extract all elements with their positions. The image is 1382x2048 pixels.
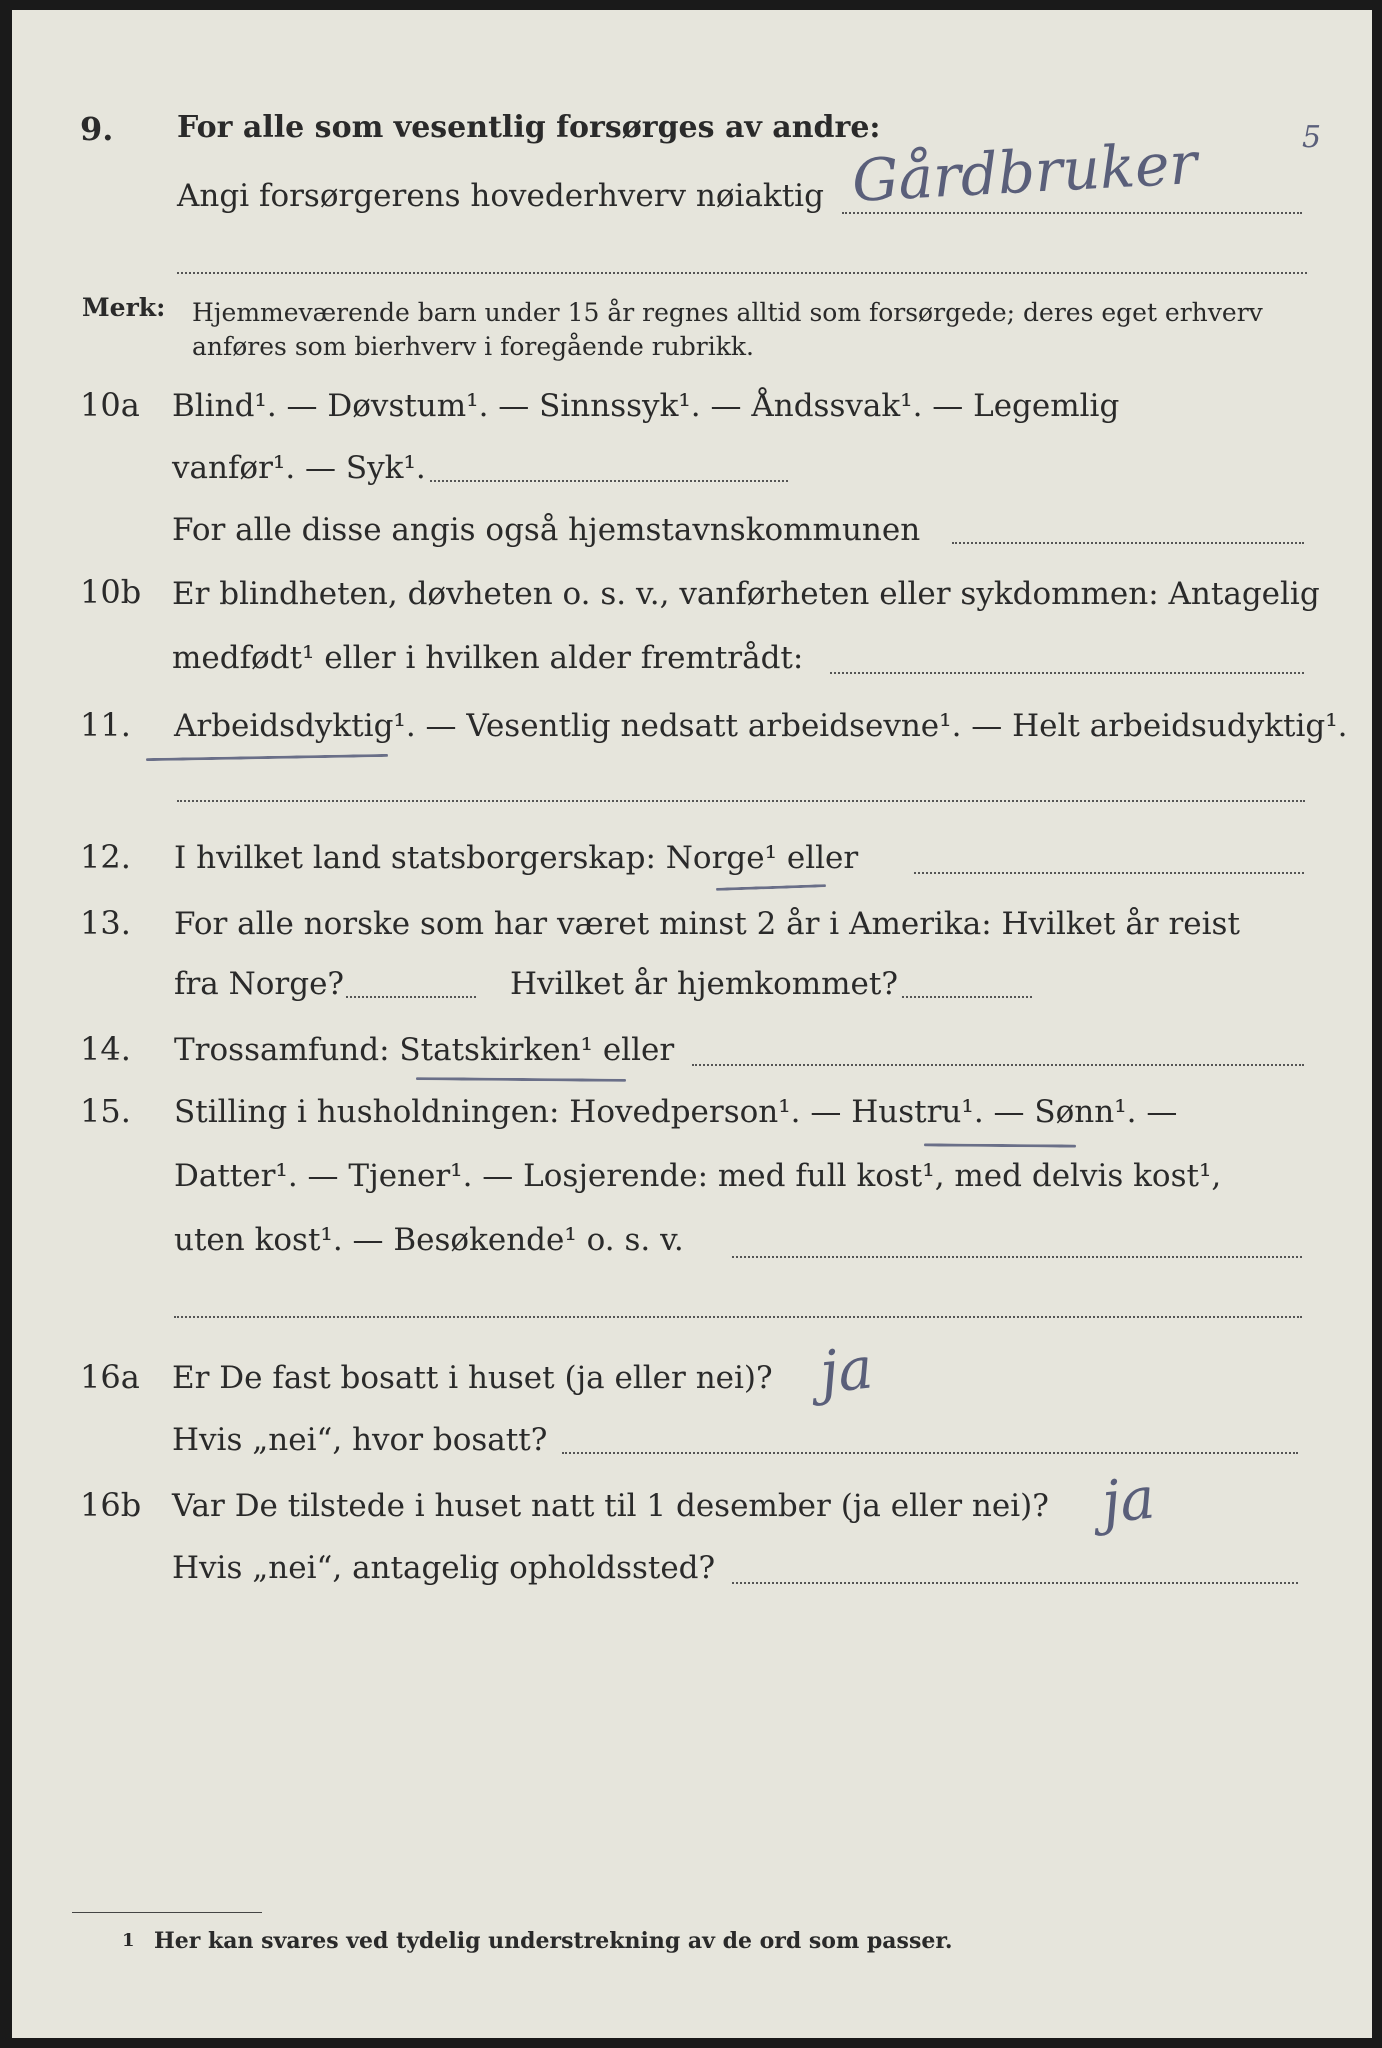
q10b-line-1: Er blindheten, døvheten o. s. v., vanførheten eller sykdommen: Antagelig [172, 576, 1320, 612]
q16a-handwritten-answer: ja [816, 1333, 876, 1407]
q10b-number: 10b [80, 573, 142, 611]
q15-line-2: Datter¹. — Tjener¹. — Losjerende: med full kost¹, med delvis kost¹, [174, 1158, 1222, 1194]
q9-answer-line [842, 212, 1302, 214]
q16b-handwritten-answer: ja [1098, 1463, 1158, 1537]
q10a-line-2: vanfør¹. — Syk¹. [172, 450, 426, 486]
footnote-text: Her kan svares ved tydelig understrekning av de ord som passer. [154, 1928, 953, 1954]
q16b-answer-line [732, 1582, 1298, 1584]
merk-line-2: anføres som bierhverv i foregående rubrikk. [192, 332, 754, 361]
merk-line-1: Hjemmeværende barn under 15 år regnes alltid som forsørgede; deres eget erhverv [192, 298, 1263, 327]
census-form-page [12, 10, 1372, 2038]
q13-line-1: For alle norske som har været minst 2 år i Amerika: Hvilket år reist [174, 906, 1240, 942]
q14-number: 14. [80, 1030, 131, 1068]
q9-handwritten-mark: 5 [1302, 120, 1322, 155]
q13-reist-line [346, 996, 476, 998]
q9-number: 9. [80, 110, 114, 148]
q16a-line-2: Hvis „nei“, hvor bosatt? [172, 1422, 548, 1458]
q14-answer-underline [416, 1077, 626, 1082]
q15-answer-line [732, 1256, 1302, 1258]
q15-line-1: Stilling i husholdningen: Hovedperson¹. — Hustru¹. — Sønn¹. — [174, 1094, 1178, 1130]
q14-answer-line [692, 1064, 1304, 1066]
q13-number: 13. [80, 904, 131, 942]
q10a-line-3: For alle disse angis også hjemstavnskommunen [172, 512, 921, 548]
q15-number: 15. [80, 1092, 131, 1130]
q11-answer-underline [146, 754, 388, 761]
q9-question: Angi forsørgerens hovederhverv nøiaktig [177, 178, 824, 214]
q10a-kommune-line [952, 542, 1304, 544]
q16b-line-1: Var De tilstede i huset natt til 1 desember (ja eller nei)? [172, 1488, 1049, 1524]
q9-heading: For alle som vesentlig forsørges av andre: [177, 110, 881, 145]
q12-answer-underline [716, 884, 826, 891]
q12-answer-line [914, 872, 1304, 874]
q14-line-1: Trossamfund: Statskirken¹ eller [174, 1032, 675, 1068]
q11-number: 11. [80, 706, 131, 744]
q16b-line-2: Hvis „nei“, antagelig opholdssted? [172, 1550, 716, 1586]
q16b-number: 16b [80, 1486, 142, 1524]
q13-hjemkommet-line [902, 996, 1032, 998]
q10a-syk-line [430, 480, 788, 482]
footnote-mark: 1 [122, 1930, 135, 1951]
q10a-number: 10a [80, 386, 140, 424]
q15-answer-underline [924, 1143, 1076, 1147]
q13-line-2a: fra Norge? [174, 966, 345, 1002]
q16a-answer-line [562, 1452, 1298, 1454]
q10b-line-2: medfødt¹ eller i hvilken alder fremtrådt: [172, 640, 804, 676]
q10a-line-1: Blind¹. — Døvstum¹. — Sinnssyk¹. — Åndssvak¹. — Legemlig [172, 388, 1120, 424]
q16a-line-1: Er De fast bosatt i huset (ja eller nei)? [172, 1360, 773, 1396]
q12-line-1: I hvilket land statsborgerskap: Norge¹ eller [174, 840, 859, 876]
q15-second-line [174, 1316, 1302, 1318]
q11-second-line [177, 800, 1305, 802]
q16a-number: 16a [80, 1358, 140, 1396]
q13-line-2b: Hvilket år hjemkommet? [510, 966, 898, 1002]
q12-number: 12. [80, 838, 131, 876]
q9-second-line [177, 272, 1307, 274]
footnote-rule [72, 1912, 262, 1913]
q10b-answer-line [830, 672, 1304, 674]
q15-line-3: uten kost¹. — Besøkende¹ o. s. v. [174, 1222, 684, 1258]
q11-line-1: Arbeidsdyktig¹. — Vesentlig nedsatt arbeidsevne¹. — Helt arbeidsudyktig¹. [174, 708, 1348, 744]
merk-label: Merk: [82, 293, 166, 322]
q9-handwritten-answer: Gårdbruker [850, 129, 1199, 215]
